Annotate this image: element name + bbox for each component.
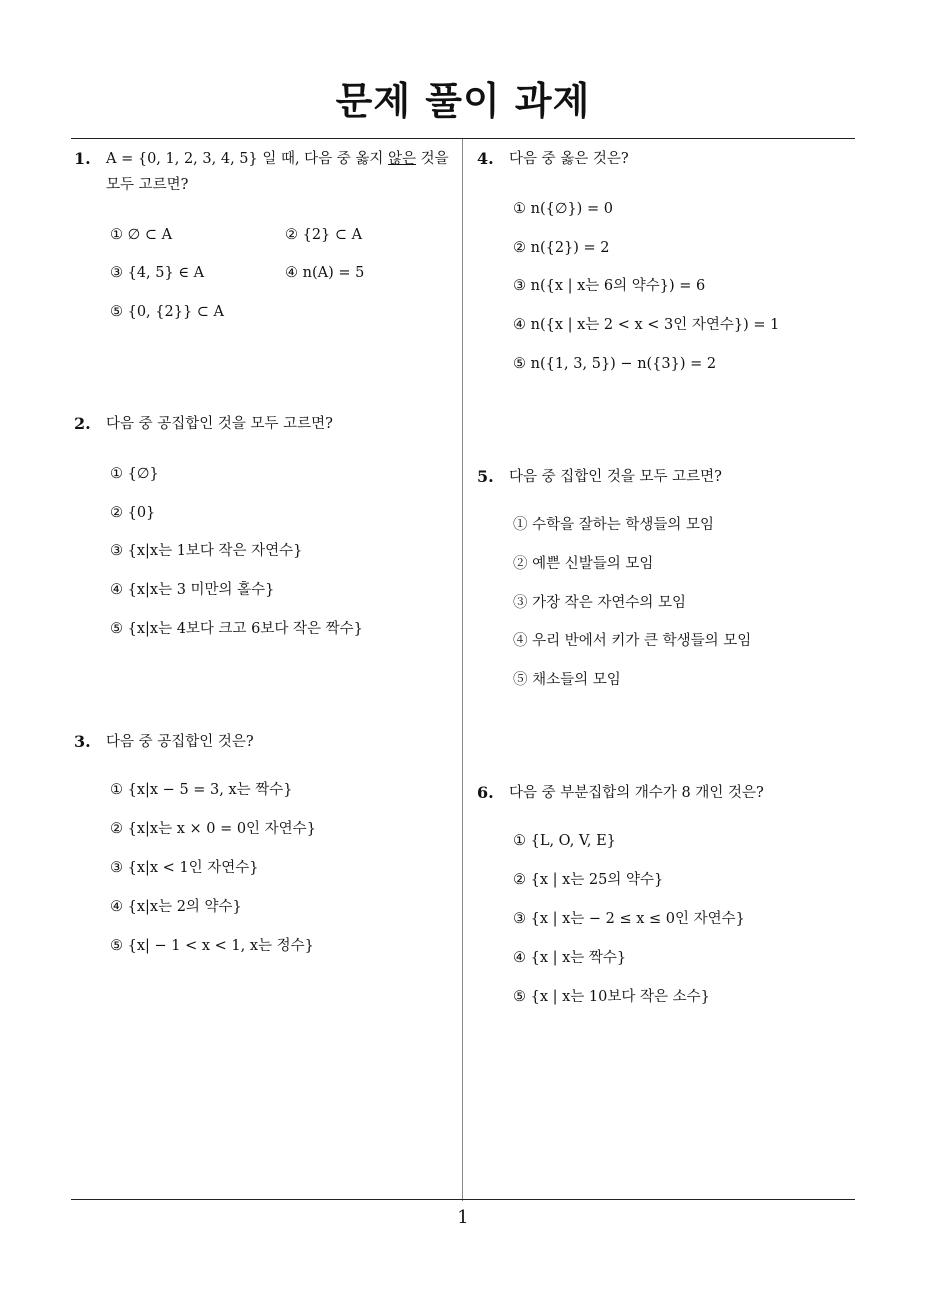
page-title: 문제 풀이 과제 bbox=[335, 79, 591, 123]
option: ④ {x|x는 2의 약수} bbox=[110, 899, 242, 915]
question-number: 5. bbox=[477, 467, 494, 486]
option: ① 수학을 잘하는 학생들의 모임 bbox=[513, 517, 715, 533]
option: ① ∅ ⊂ A bbox=[110, 227, 173, 243]
option: ⑤ n({1, 3, 5}) − n({3}) = 2 bbox=[513, 356, 717, 372]
option: ④ 우리 반에서 키가 큰 학생들의 모임 bbox=[513, 633, 752, 649]
bottom-rule bbox=[71, 1199, 855, 1200]
question-4 bbox=[477, 146, 857, 172]
question-number: 2. bbox=[74, 414, 91, 433]
column-divider bbox=[462, 139, 463, 1201]
emphasis-underline: 않은 bbox=[388, 151, 417, 167]
option: ② {x|x는 x × 0 = 0인 자연수} bbox=[110, 821, 316, 837]
question-3 bbox=[74, 729, 459, 755]
option: ③ 가장 작은 자연수의 모임 bbox=[513, 595, 687, 611]
option: ① {∅} bbox=[110, 466, 159, 482]
option: ② {x | x는 25의 약수} bbox=[513, 872, 664, 888]
question-number: 1. bbox=[74, 149, 91, 168]
question-text: 다음 중 집합인 것을 모두 고르면? bbox=[509, 469, 722, 485]
option: ② {2} ⊂ A bbox=[285, 227, 363, 243]
question-text: 다음 중 옳은 것은? bbox=[509, 151, 629, 167]
option: ⑤ 채소들의 모임 bbox=[513, 672, 621, 688]
option: ② n({2}) = 2 bbox=[513, 240, 610, 256]
option: ④ {x | x는 짝수} bbox=[513, 950, 627, 966]
option: ③ {x|x는 1보다 작은 자연수} bbox=[110, 543, 303, 559]
option: ① {x|x − 5 = 3, x는 짝수} bbox=[110, 782, 293, 798]
option: ③ n({x | x는 6의 약수}) = 6 bbox=[513, 278, 706, 294]
option: ① {L, O, V, E} bbox=[513, 833, 616, 849]
question-number: 4. bbox=[477, 149, 494, 168]
question-6 bbox=[477, 780, 857, 806]
option: ③ {x|x < 1인 자연수} bbox=[110, 860, 259, 876]
question-2 bbox=[74, 411, 459, 437]
option: ④ n({x | x는 2 < x < 3인 자연수}) = 1 bbox=[513, 317, 780, 333]
option: ⑤ {x|x는 4보다 크고 6보다 작은 짝수} bbox=[110, 621, 363, 637]
question-1 bbox=[74, 146, 459, 198]
option: ④ {x|x는 3 미만의 홀수} bbox=[110, 582, 275, 598]
question-number: 3. bbox=[74, 732, 91, 751]
question-text: 다음 중 부분집합의 개수가 8 개인 것은? bbox=[509, 785, 764, 801]
top-rule bbox=[71, 138, 855, 139]
option: ③ {x | x는 − 2 ≤ x ≤ 0인 자연수} bbox=[513, 911, 745, 927]
option: ② {0} bbox=[110, 505, 156, 521]
question-text: 다음 중 공집합인 것을 모두 고르면? bbox=[106, 416, 333, 432]
option: ⑤ {x| − 1 < x < 1, x는 정수} bbox=[110, 938, 314, 954]
question-number: 6. bbox=[477, 783, 494, 802]
option: ⑤ {0, {2}} ⊂ A bbox=[110, 304, 225, 320]
question-5 bbox=[477, 464, 857, 490]
question-text: A = {0, 1, 2, 3, 4, 5} 일 때, 다음 중 옳지 않은 것을 모두 고르면? bbox=[106, 151, 449, 193]
option: ⑤ {x | x는 10보다 작은 소수} bbox=[513, 989, 710, 1005]
option: ① n({∅}) = 0 bbox=[513, 201, 613, 217]
question-text: 다음 중 공집합인 것은? bbox=[106, 734, 254, 750]
option: ③ {4, 5} ∈ A bbox=[110, 265, 205, 281]
option: ④ n(A) = 5 bbox=[285, 265, 365, 281]
option: ② 예쁜 신발들의 모임 bbox=[513, 556, 654, 572]
page-number: 1 bbox=[457, 1207, 469, 1228]
